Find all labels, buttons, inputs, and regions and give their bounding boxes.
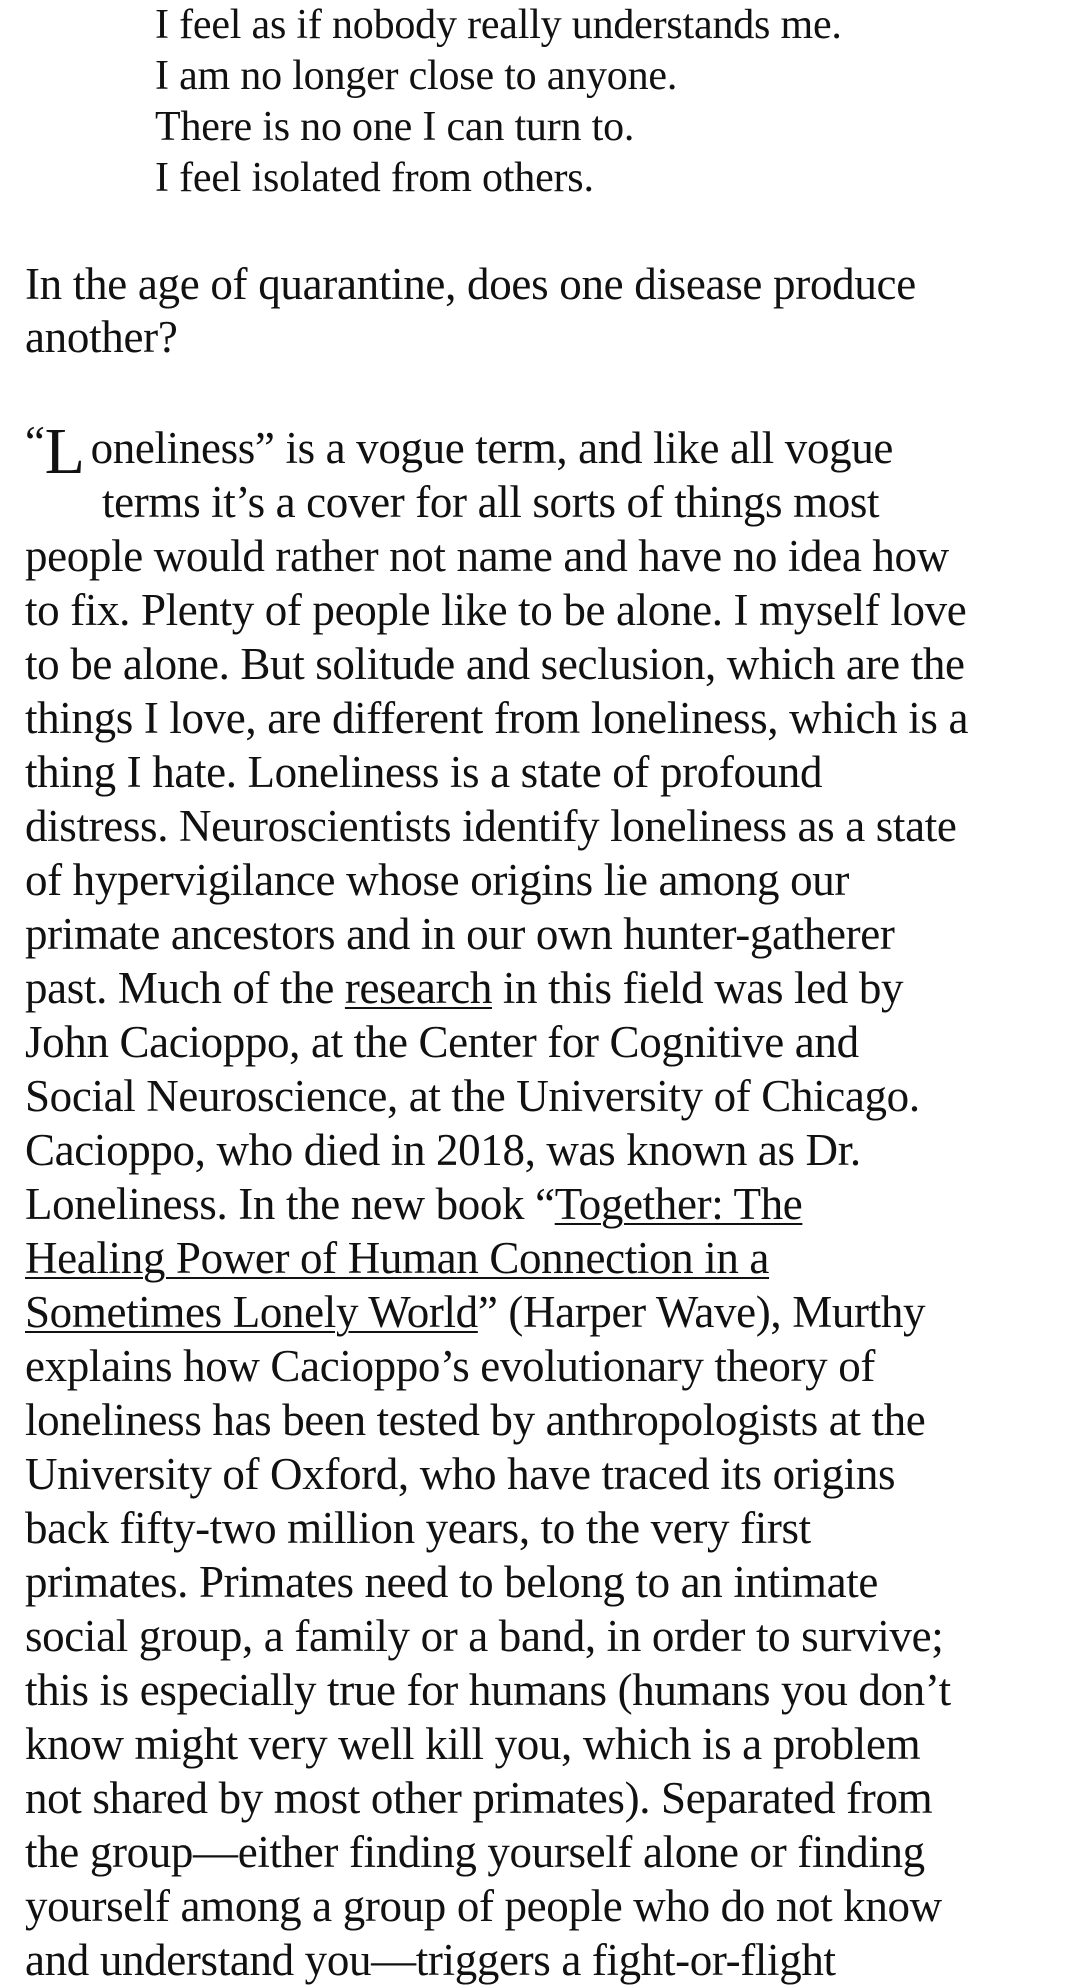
text-segment: past. Much of the <box>25 963 345 1013</box>
text-line: Social Neuroscience, at the University of Chicago. <box>25 1071 920 1121</box>
text-line: distress. Neuroscientists identify loneliness as a state <box>25 801 957 851</box>
verse-line: I feel isolated from others. <box>155 155 594 201</box>
verse-line: I am no longer close to anyone. <box>155 53 678 99</box>
text-segment: ” (Harper Wave), Murthy <box>477 1287 926 1337</box>
text-line: social group, a family or a band, in order to survive; <box>25 1611 944 1661</box>
text-line: not shared by most other primates). Separated from <box>25 1773 933 1823</box>
text-line: and understand you—triggers a fight-or-flight <box>25 1935 836 1985</box>
text-line: explains how Cacioppo’s evolutionary theory of <box>25 1341 875 1391</box>
text-line: things I love, are different from loneliness, which is a <box>25 693 969 743</box>
book-title-link[interactable]: Healing Power of Human Connection in a <box>25 1233 770 1283</box>
research-link[interactable]: research <box>344 963 492 1013</box>
text-line: primate ancestors and in our own hunter-gatherer <box>25 909 895 959</box>
text-line: know might very well kill you, which is a problem <box>25 1719 921 1769</box>
text-line: the group—either finding yourself alone or finding <box>25 1827 925 1877</box>
text-line: University of Oxford, who have traced its origins <box>25 1449 896 1499</box>
text-line: loneliness has been tested by anthropologists at the <box>25 1395 926 1445</box>
text-line: primates. Primates need to belong to an intimate <box>25 1557 878 1607</box>
text-line: people would rather not name and have no idea how <box>25 531 949 581</box>
drop-cap: L <box>44 415 85 488</box>
book-title-link[interactable]: Together: The <box>554 1179 803 1229</box>
text-line: thing I hate. Loneliness is a state of profound <box>25 747 823 797</box>
article <box>25 0 1060 1987</box>
question-paragraph <box>25 258 1060 364</box>
verse-line: There is no one I can turn to. <box>155 104 635 150</box>
text-line: back fifty-two million years, to the very first <box>25 1503 811 1553</box>
text-line <box>25 1285 1060 1339</box>
text-line: In the age of quarantine, does one disease produce <box>25 259 916 309</box>
text-line: this is especially true for humans (humans you don’t <box>25 1665 951 1715</box>
text-segment: in this field was led by <box>491 963 904 1013</box>
body-paragraph <box>25 415 1060 1987</box>
text-line: John Cacioppo, at the Center for Cognitive and <box>25 1017 859 1067</box>
text-segment: Loneliness. In the new book “ <box>25 1179 555 1229</box>
text-line: of hypervigilance whose origins lie among our <box>25 855 850 905</box>
first-line <box>25 415 1060 488</box>
book-title-link[interactable]: Sometimes Lonely World <box>25 1287 478 1337</box>
text-line: to fix. Plenty of people like to be alone. I myself love <box>25 585 967 635</box>
text-line: Cacioppo, who died in 2018, was known as Dr. <box>25 1125 861 1175</box>
text-line: terms it’s a cover for all sorts of things most <box>102 477 880 527</box>
text-line: oneliness” is a vogue term, and like all vogue <box>90 423 894 473</box>
text-line <box>25 961 1060 1015</box>
text-line <box>25 1231 1060 1285</box>
text-line: yourself among a group of people who do not know <box>25 1881 942 1931</box>
open-quote: “ <box>25 417 45 467</box>
text-line: to be alone. But solitude and seclusion, which are the <box>25 639 965 689</box>
verse-line: I feel as if nobody really understands me. <box>155 2 842 48</box>
text-line <box>25 1177 1060 1231</box>
epigraph-verse <box>155 0 1060 204</box>
text-line: another? <box>25 312 178 362</box>
